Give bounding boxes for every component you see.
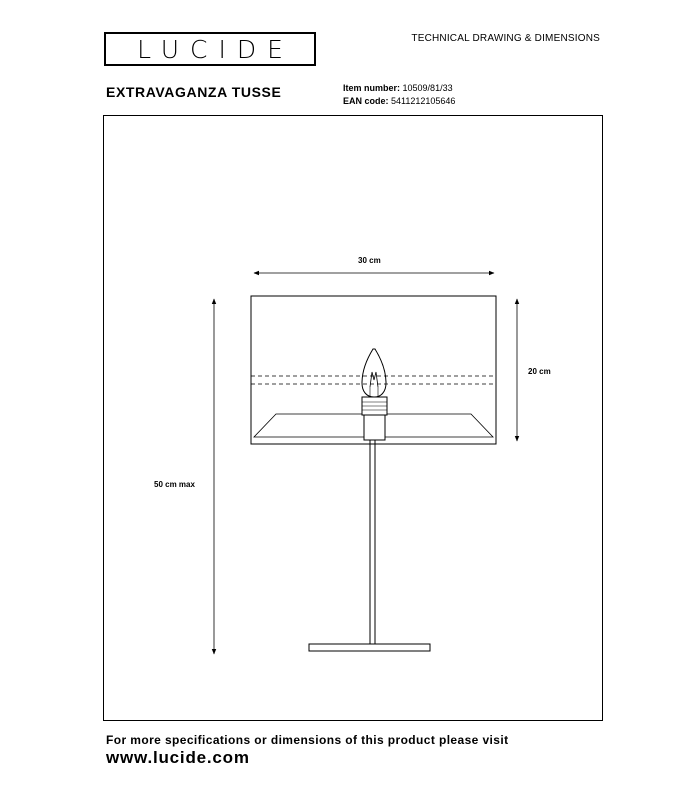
- width-label: 30 cm: [358, 256, 381, 265]
- footer-url[interactable]: www.lucide.com: [106, 748, 250, 767]
- bulb-filament: [370, 372, 378, 387]
- item-number-value: 10509/81/33: [402, 83, 453, 93]
- total-height-label: 50 cm max: [154, 480, 195, 489]
- product-meta: [343, 82, 455, 108]
- socket-holder: [364, 415, 385, 440]
- ean-value: 5411212105646: [391, 96, 456, 106]
- footer-text: For more specifications or dimensions of this product please visit: [106, 733, 509, 747]
- document-title: TECHNICAL DRAWING & DIMENSIONS: [411, 33, 600, 44]
- item-number-label: Item number:: [343, 83, 401, 93]
- item-number-row: [343, 82, 455, 95]
- product-name: EXTRAVAGANZA TUSSE: [106, 84, 282, 100]
- ean-row: [343, 95, 455, 108]
- bulb: [362, 349, 386, 397]
- ean-label: EAN code:: [343, 96, 389, 106]
- lamp-drawing: [104, 116, 604, 722]
- logo-text: LUCIDE: [137, 34, 294, 64]
- shade-height-label: 20 cm: [528, 367, 551, 376]
- brand-logo: [104, 32, 316, 66]
- lamp-base: [309, 644, 430, 651]
- drawing-frame: [103, 115, 603, 721]
